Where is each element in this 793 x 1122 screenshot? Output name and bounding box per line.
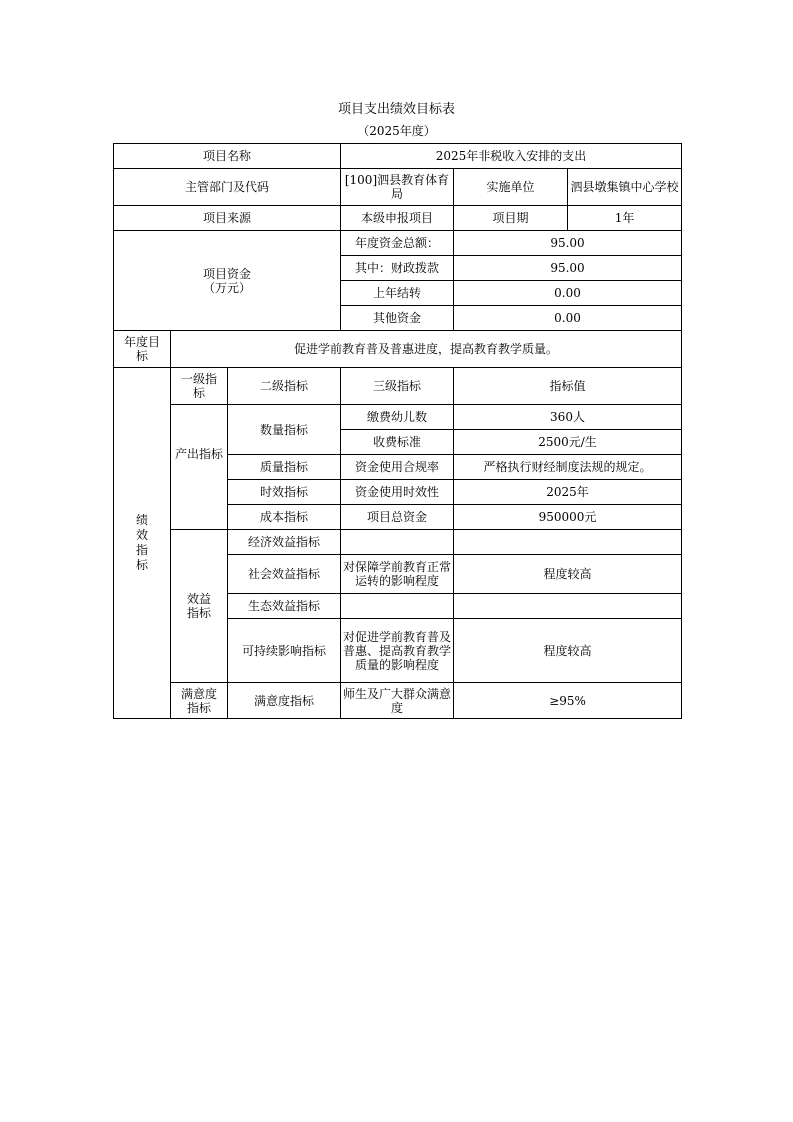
benefit-label: 效益指标 xyxy=(186,592,211,620)
output-label: 产出指标 xyxy=(174,447,223,461)
annual-total-label: 年度资金总额： xyxy=(341,231,454,256)
other-value: 0.00 xyxy=(454,306,682,331)
annual-goal-value: 促进学前教育普及普惠进度，提高教育教学质量。 xyxy=(171,331,682,368)
quantity-item-value: 360人 xyxy=(454,405,682,430)
quantity-item-value: 2500元/生 xyxy=(454,430,682,455)
project-name-value: 2025年非税收入安排的支出 xyxy=(341,144,682,169)
timeliness-name: 资金使用时效性 xyxy=(341,480,454,505)
other-label: 其他资金 xyxy=(341,306,454,331)
fiscal-value: 95.00 xyxy=(454,256,682,281)
annual-total-row xyxy=(114,231,682,256)
satisfaction-value: ≥95% xyxy=(454,683,682,719)
quality-label: 质量指标 xyxy=(228,455,341,480)
output-label-cell xyxy=(171,405,228,530)
sustainable-value: 程度较高 xyxy=(454,619,682,683)
satisfaction-label: 满意度指标 xyxy=(171,683,228,719)
dept-label: 主管部门及代码 xyxy=(114,169,341,206)
sustainable-name: 对促进学前教育普及普惠、提高教育教学质量的影响程度 xyxy=(341,619,454,683)
cost-name: 项目总资金 xyxy=(341,505,454,530)
fiscal-label: 其中：财政拨款 xyxy=(341,256,454,281)
carryover-label: 上年结转 xyxy=(341,281,454,306)
ecological-value xyxy=(454,594,682,619)
source-row xyxy=(114,206,682,231)
satisfaction-sub-label: 满意度指标 xyxy=(228,683,341,719)
dept-value: [100]泗县教育体育局 xyxy=(341,169,454,206)
ecological-label: 生态效益指标 xyxy=(228,594,341,619)
economic-value xyxy=(454,530,682,555)
indicator-section-cell xyxy=(114,368,171,719)
benefit-label-cell xyxy=(171,530,228,683)
quantity-label: 数量指标 xyxy=(228,405,341,455)
source-value: 本级申报项目 xyxy=(341,206,454,231)
annual-goal-label: 年度目标 xyxy=(114,331,171,368)
funds-unit: （万元） xyxy=(202,280,251,295)
economic-name xyxy=(341,530,454,555)
indicator-row xyxy=(114,530,682,555)
cost-value: 950000元 xyxy=(454,505,682,530)
timeliness-label: 时效指标 xyxy=(228,480,341,505)
indicator-section-label: 绩效指标 xyxy=(135,513,148,572)
source-label: 项目来源 xyxy=(114,206,341,231)
project-name-label: 项目名称 xyxy=(114,144,341,169)
cost-label: 成本指标 xyxy=(228,505,341,530)
social-value: 程度较高 xyxy=(454,555,682,594)
indicator-header-row xyxy=(114,368,682,405)
page-subtitle: （2025年度） xyxy=(357,124,436,138)
header-level1: 一级指标 xyxy=(171,368,228,405)
carryover-value: 0.00 xyxy=(454,281,682,306)
quantity-item-name: 收费标准 xyxy=(341,430,454,455)
sustainable-label: 可持续影响指标 xyxy=(228,619,341,683)
impl-unit-label: 实施单位 xyxy=(454,169,568,206)
impl-unit-value: 泗县墩集镇中心学校 xyxy=(568,169,682,206)
quality-name: 资金使用合规率 xyxy=(341,455,454,480)
annual-goal-row xyxy=(114,331,682,368)
header-level2: 二级指标 xyxy=(228,368,341,405)
period-label: 项目期 xyxy=(454,206,568,231)
department-row xyxy=(114,169,682,206)
header-value: 指标值 xyxy=(454,368,682,405)
project-name-row xyxy=(114,144,682,169)
indicator-row xyxy=(114,405,682,430)
social-name: 对保障学前教育正常运转的影响程度 xyxy=(341,555,454,594)
ecological-name xyxy=(341,594,454,619)
timeliness-value: 2025年 xyxy=(454,480,682,505)
page-title: 项目支出绩效目标表 xyxy=(337,102,455,117)
header-level3: 三级指标 xyxy=(341,368,454,405)
funds-label-cell xyxy=(114,231,341,331)
quantity-item-name: 缴费幼儿数 xyxy=(341,405,454,430)
period-value: 1年 xyxy=(568,206,682,231)
indicator-row xyxy=(114,683,682,719)
funds-label: 项目资金 xyxy=(202,266,251,281)
economic-label: 经济效益指标 xyxy=(228,530,341,555)
social-label: 社会效益指标 xyxy=(228,555,341,594)
satisfaction-name: 师生及广大群众满意度 xyxy=(341,683,454,719)
quality-value: 严格执行财经制度法规的规定。 xyxy=(454,455,682,480)
annual-total-value: 95.00 xyxy=(454,231,682,256)
performance-target-table xyxy=(113,143,682,719)
